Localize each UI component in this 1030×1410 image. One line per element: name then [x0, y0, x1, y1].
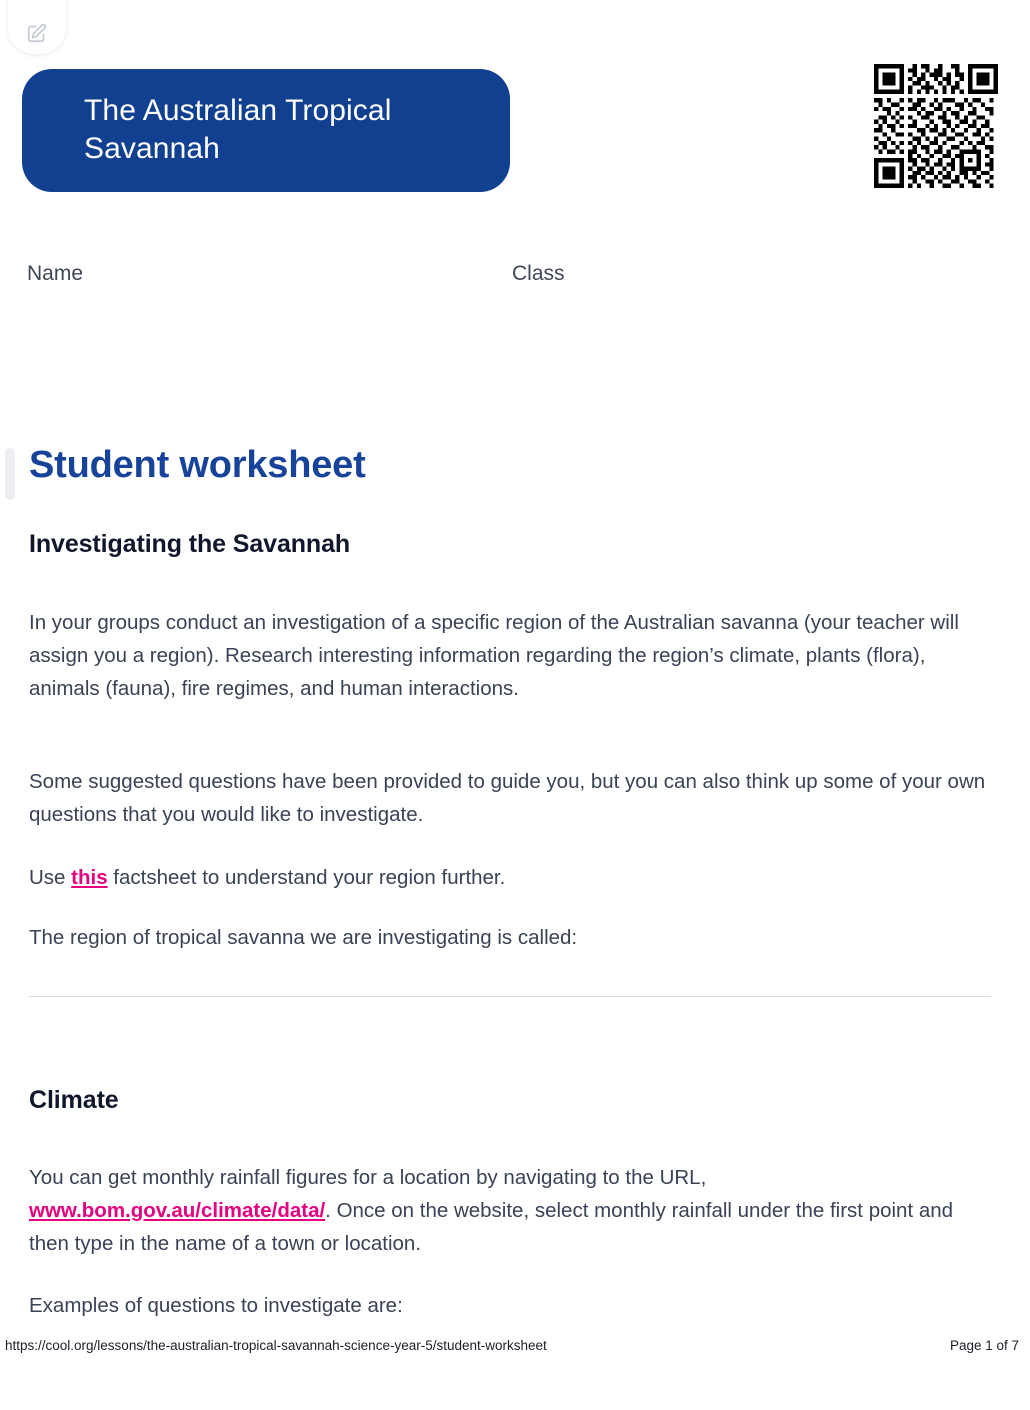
bom-climate-data-link[interactable]: www.bom.gov.au/climate/data/: [29, 1198, 326, 1222]
footer-source-url: https://cool.org/lessons/the-australian-tropical-savannah-science-year-5/student-worksheet: [5, 1338, 547, 1353]
paragraph-factsheet: [29, 861, 991, 894]
paragraph-region-prompt: The region of tropical savanna we are investigating is called:: [29, 925, 578, 949]
paragraph-examples-intro: Examples of questions to investigate are:: [29, 1293, 403, 1317]
lesson-title-banner: [22, 69, 510, 192]
paragraph-rainfall-instructions: [29, 1161, 991, 1260]
section-heading-investigating: Investigating the Savannah: [29, 530, 351, 558]
section-heading-climate: Climate: [29, 1086, 119, 1114]
edit-pencil-square-icon[interactable]: [26, 22, 48, 44]
name-field-label: Name: [27, 262, 84, 285]
page-title: Student worksheet: [29, 444, 366, 486]
rainfall-text-suffix: . Once on the website, select monthly rainfall under the first point and then type in the name of a town or location.: [29, 1198, 954, 1255]
edit-document-tab[interactable]: [8, 0, 66, 54]
page-title-accent-bar: [5, 448, 15, 500]
factsheet-link[interactable]: this: [71, 865, 108, 889]
factsheet-text-prefix: Use: [29, 865, 72, 889]
lesson-title: The Australian Tropical Savannah: [84, 94, 392, 166]
paragraph-suggested-questions: Some suggested questions have been provided to guide you, but you can also think up some of your own questions that you would like to investigate.: [29, 769, 986, 826]
factsheet-text-suffix: factsheet to understand your region further.: [107, 865, 506, 889]
student-details-row: [27, 262, 987, 292]
paragraph-investigation-intro: In your groups conduct an investigation of a specific region of the Australian savanna (your teacher will assign you a region). Research interesting information regarding the region’s climate, plants (flora), animals (fauna), fire regimes, and human interactions.: [29, 610, 959, 700]
section-divider: [29, 996, 991, 997]
footer-page-indicator: Page 1 of 7: [949, 1338, 1019, 1353]
class-field-label: Class: [512, 262, 565, 285]
rainfall-text-prefix: You can get monthly rainfall figures for a location by navigating to the URL,: [29, 1165, 707, 1189]
qr-code[interactable]: [874, 64, 998, 188]
page-footer: [0, 1338, 1030, 1362]
